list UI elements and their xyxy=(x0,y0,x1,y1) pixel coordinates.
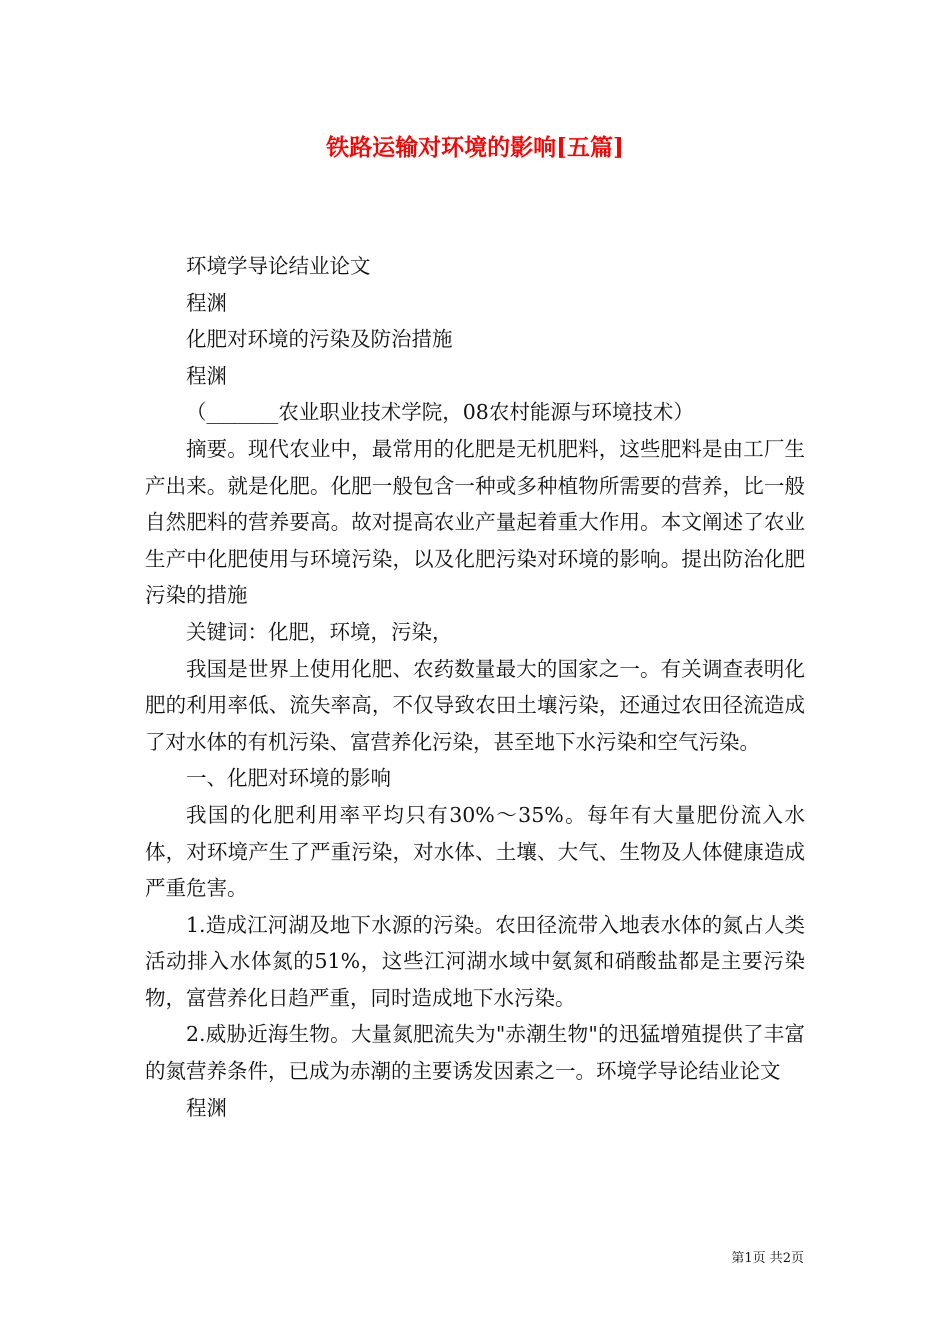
paragraph-paper-title: 化肥对环境的污染及防治措施 xyxy=(186,327,453,352)
document-body xyxy=(145,248,805,1126)
paragraph-course-name: 环境学导论结业论文 xyxy=(186,254,371,278)
paragraph-utilization: 我国的化肥利用率平均只有30%～35%。每年有大量肥份流入水体，对环境产生了严重污染，对水体、土壤、大气、生物及人体健康造成严重危害。 xyxy=(145,802,805,901)
paragraph-item-2: 2.威胁近海生物。大量氮肥流失为"赤潮生物"的迅猛增殖提供了丰富的氮营养条件，已成为赤潮的主要诱发因素之一。环境学导论结业论文 xyxy=(145,1022,805,1084)
document-title: 铁路运输对环境的影响[五篇] xyxy=(326,134,624,161)
section-heading-1: 一、化肥对环境的影响 xyxy=(186,766,391,791)
page-number: 第1页 共2页 xyxy=(731,1251,804,1266)
paragraph-author-2: 程渊 xyxy=(186,363,227,388)
paragraph-intro: 我国是世界上使用化肥、农药数量最大的国家之一。有关调查表明化肥的利用率低、流失率高，不仅导致农田土壤污染，还通过农田径流造成了对水体的有机污染、富营养化污染，甚至地下水污染和空气污染。 xyxy=(145,656,805,754)
paragraph-author: 程渊 xyxy=(186,290,227,315)
paragraph-author-3: 程渊 xyxy=(186,1095,227,1120)
paragraph-affiliation: （_______农业职业技术学院，08农村能源与环境技术） xyxy=(186,400,694,425)
paragraph-abstract: 摘要。现代农业中，最常用的化肥是无机肥料，这些肥料是由工厂生产出来。就是化肥。化肥一般包含一种或多种植物所需要的营养，比一般自然肥料的营养要高。故对提高农业产量起着重大作用。本文阐述了农业生产中化肥使用与环境污染，以及化肥污染对环境的影响。提出防治化肥污染的措施 xyxy=(145,436,805,608)
paragraph-keywords: 关键词：化肥，环境，污染， xyxy=(186,619,453,644)
paragraph-item-1: 1.造成江河湖及地下水源的污染。农田径流带入地表水体的氮占人类活动排入水体氮的51%，这些江河湖水域中氨氮和硝酸盐都是主要污染物，富营养化日趋严重，同时造成地下水污染。 xyxy=(145,912,805,1010)
